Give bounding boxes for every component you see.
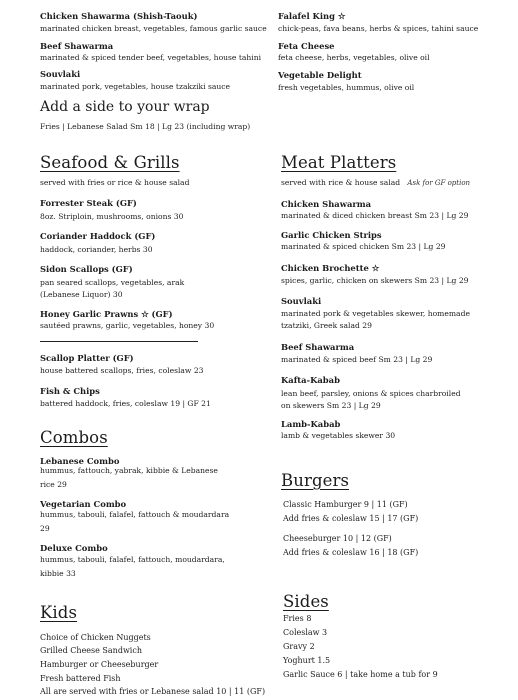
wrap-item-name: Feta Cheese: [278, 41, 335, 51]
list-item: Hamburger or Cheeseburger: [40, 660, 159, 669]
menu-item-name: Honey Garlic Prawns ☆ (GF): [40, 309, 173, 319]
wrap-item-name: Chicken Shawarma (Shish-Taouk): [40, 11, 198, 21]
menu-item-name: Scallop Platter (GF): [40, 353, 134, 363]
menu-item-name: Garlic Chicken Strips: [281, 230, 382, 240]
menu-item-desc: kibbie 33: [40, 569, 76, 578]
note-italic: Ask for GF option: [407, 179, 471, 187]
menu-item-name: Sidon Scallops (GF): [40, 264, 133, 274]
wrap-item-desc: marinated chicken breast, vegetables, famous garlic sauce: [40, 24, 267, 33]
menu-item-name: Forrester Steak (GF): [40, 198, 137, 208]
menu-item-name: Beef Shawarma: [281, 342, 355, 352]
menu-item-desc: lean beef, parsley, onions & spices charbroiled on skewers Sm 23 | Lg 29: [281, 389, 461, 410]
side-heading: Add a side to your wrap: [40, 99, 210, 115]
menu-item-desc: marinated pork & vegetables skewer, homemade tzatziki, Greek salad 29: [281, 309, 470, 330]
side-text: Fries | Lebanese Salad Sm 18 | Lg 23 (including wrap): [40, 122, 251, 131]
section-title-meat: Meat Platters: [281, 153, 397, 172]
kids-footer: All are served with fries or Lebanese salad 10 | 11 (GF): [40, 687, 266, 696]
wrap-item-desc: marinated & spiced tender beef, vegetables, house tahini: [40, 53, 262, 62]
menu-item-desc: house battered scallops, fries, coleslaw 23: [40, 366, 204, 375]
wrap-item-desc: chick-peas, fava beans, herbs & spices, tahini sauce: [278, 24, 479, 33]
list-item: Gravy 2: [283, 642, 315, 651]
menu-item-name: Vegetarian Combo: [40, 499, 127, 509]
list-item: Grilled Cheese Sandwich: [40, 646, 142, 655]
menu-item-desc: 8oz. Striploin, mushrooms, onions 30: [40, 212, 184, 221]
menu-item-desc: marinated & diced chicken breast Sm 23 | Lg 29: [281, 211, 469, 220]
menu-item-name: Fish & Chips: [40, 386, 100, 396]
menu-item-desc: lamb & vegetables skewer 30: [281, 431, 396, 440]
menu-item-name: Lamb-Kabab: [281, 419, 341, 429]
menu-item-desc: battered haddock, fries, coleslaw 19 | GF 21: [40, 399, 211, 408]
menu-item-name: Chicken Brochette ☆: [281, 263, 380, 273]
menu-item-name: Deluxe Combo: [40, 543, 108, 553]
divider: [40, 341, 198, 342]
menu-item-desc: hummus, tabouli, falafel, fattouch & moudardara: [40, 510, 230, 519]
menu-item-desc: Add fries & coleslaw 15 | 17 (GF): [283, 514, 419, 523]
wrap-item-name: Vegetable Delight: [278, 70, 362, 80]
menu-item-name: Souvlaki: [281, 296, 322, 306]
wrap-item-name: Souvlaki: [40, 69, 81, 79]
list-item: Garlic Sauce 6 | take home a tub for 9: [283, 670, 438, 679]
menu-item-desc: Add fries & coleslaw 16 | 18 (GF): [283, 548, 419, 557]
menu-item-name: Classic Hamburger 9 | 11 (GF): [283, 500, 408, 509]
section-title-burgers: Burgers: [281, 471, 350, 490]
section-title-kids: Kids: [40, 603, 78, 622]
menu-item-desc: hummus, tabouli, falafel, fattouch, moudardara,: [40, 555, 225, 564]
menu-item-desc: haddock, coriander, herbs 30: [40, 245, 153, 254]
menu-item-desc: sautéed prawns, garlic, vegetables, honey 30: [40, 321, 215, 330]
wrap-item-desc: feta cheese, herbs, vegetables, olive oil: [278, 53, 430, 62]
menu-item-name: Kafta-Kabab: [281, 375, 340, 385]
wrap-item-name: Falafel King ☆: [278, 11, 346, 21]
menu-item-desc: spices, garlic, chicken on skewers Sm 23 | Lg 29: [281, 276, 469, 285]
section-note: served with fries or rice & house salad: [40, 178, 190, 187]
list-item: Coleslaw 3: [283, 628, 328, 637]
section-title-combos: Combos: [40, 428, 108, 447]
list-item: Yoghurt 1.5: [283, 656, 331, 665]
wrap-item-desc: marinated pork, vegetables, house tzakziki sauce: [40, 82, 231, 91]
menu-item-name: Coriander Haddock (GF): [40, 231, 156, 241]
menu-item-name: Lebanese Combo: [40, 456, 120, 466]
menu-item-desc: marinated & spiced beef Sm 23 | Lg 29: [281, 355, 433, 364]
list-item: Choice of Chicken Nuggets: [40, 633, 151, 642]
menu-item-desc: pan seared scallops, vegetables, arak (Lebanese Liquor) 30: [40, 278, 185, 299]
section-title-sides: Sides: [283, 592, 329, 611]
menu-item-desc: 29: [40, 524, 50, 533]
menu-item-desc: marinated & spiced chicken Sm 23 | Lg 29: [281, 242, 446, 251]
note-text: served with rice & house salad: [281, 178, 401, 187]
menu-item-name: Cheeseburger 10 | 12 (GF): [283, 534, 392, 543]
list-item: Fries 8: [283, 614, 312, 623]
list-item: Fresh battered Fish: [40, 674, 121, 683]
wrap-item-name: Beef Shawarma: [40, 41, 114, 51]
section-title-seafood: Seafood & Grills: [40, 153, 180, 172]
menu-item-name: Chicken Shawarma: [281, 199, 372, 209]
menu-item-desc: hummus, fattouch, yabrak, kibbie & Lebanese: [40, 466, 218, 475]
wrap-item-desc: fresh vegetables, hummus, olive oil: [278, 83, 415, 92]
menu-item-desc: rice 29: [40, 480, 67, 489]
section-note: [281, 178, 470, 187]
